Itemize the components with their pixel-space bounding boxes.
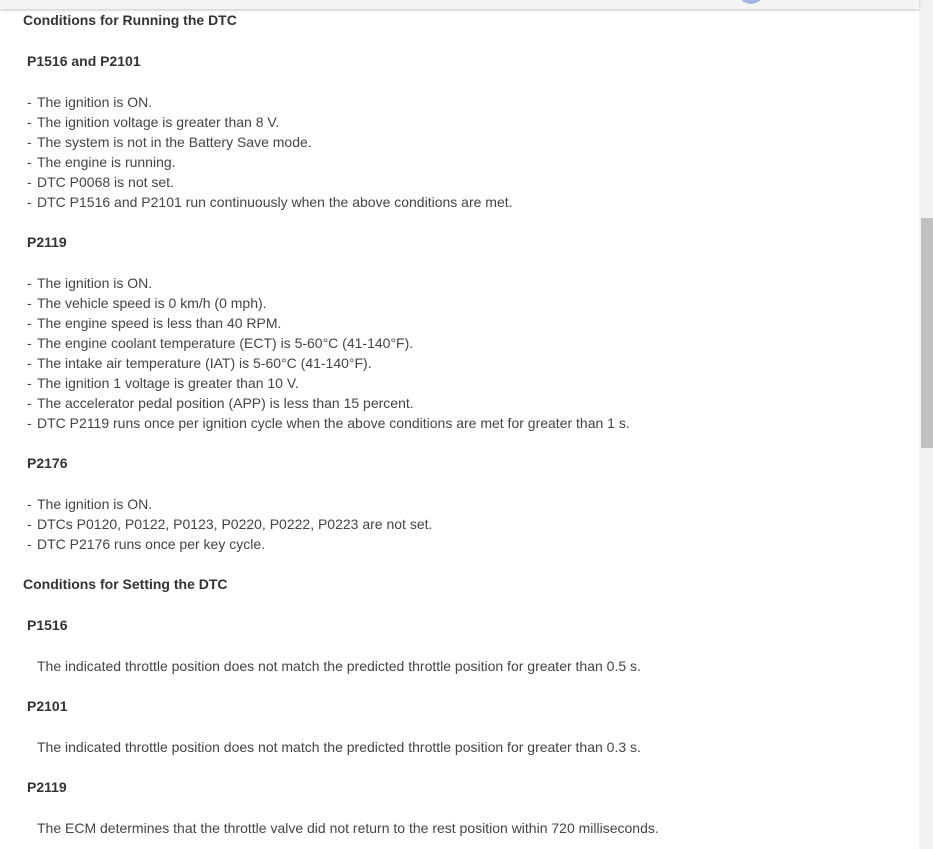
list-item: - DTC P2119 runs once per ignition cycle when the above conditions are met for greater than 1 s.: [27, 415, 630, 431]
dtc-code-heading: P1516 and P2101: [27, 53, 141, 69]
list-item: - The ignition voltage is greater than 8 V.: [27, 114, 280, 130]
list-item: - The ignition 1 voltage is greater than 10 V.: [27, 375, 299, 391]
toolbar-button[interactable]: [737, 0, 765, 4]
condition-list: [27, 494, 432, 554]
list-item: - DTC P2176 runs once per key cycle.: [27, 536, 265, 552]
condition-text: The indicated throttle position does not match the predicted throttle position for greater than 0.3 s.: [37, 739, 641, 755]
list-item: - The engine speed is less than 40 RPM.: [27, 315, 282, 331]
dtc-code-heading: P2119: [27, 779, 67, 795]
dtc-code-heading: P2119: [27, 234, 67, 250]
condition-text: The ECM determines that the throttle valve did not return to the rest position within 720 milliseconds.: [37, 820, 659, 836]
list-item: - DTC P0068 is not set.: [27, 174, 174, 190]
list-item: - The ignition is ON.: [27, 94, 153, 110]
list-item: - DTCs P0120, P0122, P0123, P0220, P0222, P0223 are not set.: [27, 516, 433, 532]
list-item: - The system is not in the Battery Save mode.: [27, 134, 312, 150]
setting-conditions-heading: Conditions for Setting the DTC: [23, 576, 228, 592]
list-item: - The ignition is ON.: [27, 496, 153, 512]
list-item: - The engine coolant temperature (ECT) is 5-60°C (41-140°F).: [27, 335, 414, 351]
scrollbar-thumb[interactable]: [921, 218, 933, 448]
dtc-code-heading: P1516: [27, 617, 68, 633]
list-item: - The intake air temperature (IAT) is 5-60°C (41-140°F).: [27, 355, 372, 371]
condition-text: The indicated throttle position does not match the predicted throttle position for greater than 0.5 s.: [37, 658, 641, 674]
list-item: - DTC P1516 and P2101 run continuously when the above conditions are met.: [27, 194, 513, 210]
condition-list: [27, 92, 513, 212]
list-item: - The accelerator pedal position (APP) is less than 15 percent.: [27, 395, 414, 411]
list-item: - The vehicle speed is 0 km/h (0 mph).: [27, 295, 267, 311]
dtc-code-heading: P2176: [27, 455, 68, 471]
list-item: - The engine is running.: [27, 154, 176, 170]
list-item: - The ignition is ON.: [27, 275, 153, 291]
condition-list: [27, 273, 630, 433]
top-toolbar: [0, 0, 919, 9]
running-conditions-heading: Conditions for Running the DTC: [23, 12, 237, 28]
dtc-code-heading: P2101: [27, 698, 68, 714]
